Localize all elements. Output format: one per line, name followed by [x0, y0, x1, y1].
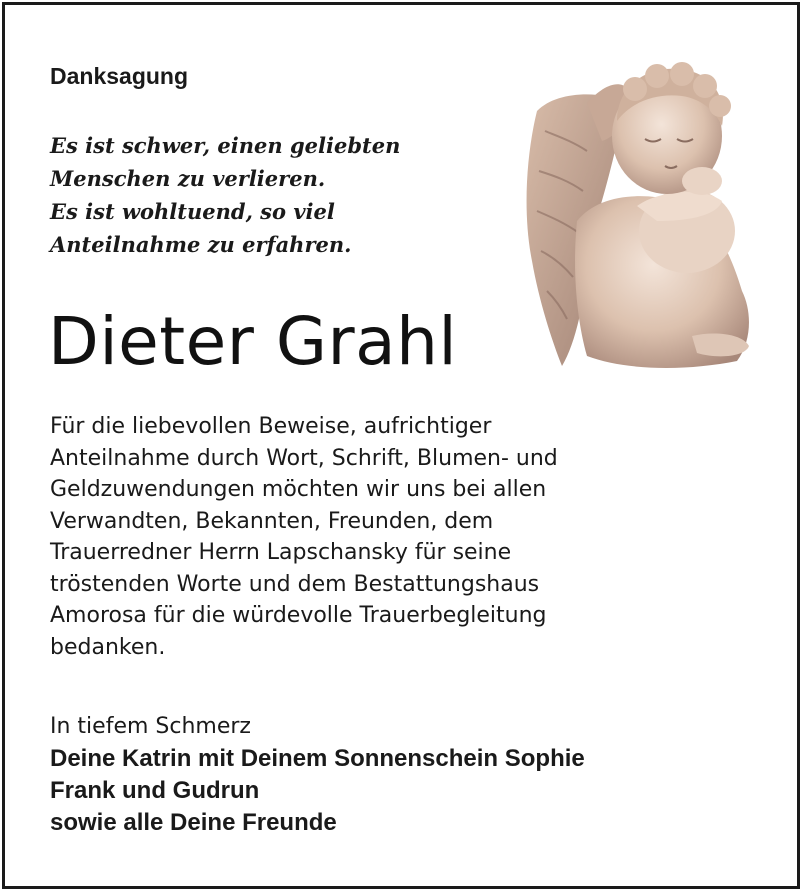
notice-frame — [2, 2, 800, 889]
deceased-name: Dieter Grahl — [48, 303, 458, 380]
signatory: Frank und Gudrun — [50, 777, 260, 804]
body-line: Für die liebevollen Beweise, aufrichtiger — [50, 414, 492, 439]
cherub-statue-icon — [517, 41, 775, 377]
signatory: sowie alle Deine Freunde — [50, 809, 337, 836]
body-line: Trauerredner Herrn Lapschansky für seine — [50, 540, 512, 565]
body-line: Amorosa für die würdevolle Trauerbegleitung — [50, 603, 547, 628]
poem-line: Es ist schwer, einen geliebten — [50, 133, 401, 158]
poem-line: Anteilnahme zu erfahren. — [50, 232, 352, 257]
poem-line: Menschen zu verlieren. — [50, 166, 326, 191]
body-line: Verwandten, Bekannten, Freunden, dem — [50, 508, 494, 534]
body-line: bedanken. — [50, 634, 166, 660]
body-line: Geldzuwendungen möchten wir uns bei allen — [50, 477, 547, 502]
body-line: Anteilnahme durch Wort, Schrift, Blumen- und — [50, 445, 558, 471]
signature-block — [50, 711, 585, 839]
closing-phrase: In tiefem Schmerz — [50, 714, 251, 739]
body-line: tröstenden Worte und dem Bestattungshaus — [50, 571, 540, 597]
notice-heading: Danksagung — [50, 63, 189, 89]
poem-line: Es ist wohltuend, so viel — [50, 199, 335, 224]
thank-you-text — [50, 411, 558, 663]
poem — [50, 129, 400, 261]
signatory: Deine Katrin mit Deinem Sonnenschein Sophie — [50, 745, 585, 772]
